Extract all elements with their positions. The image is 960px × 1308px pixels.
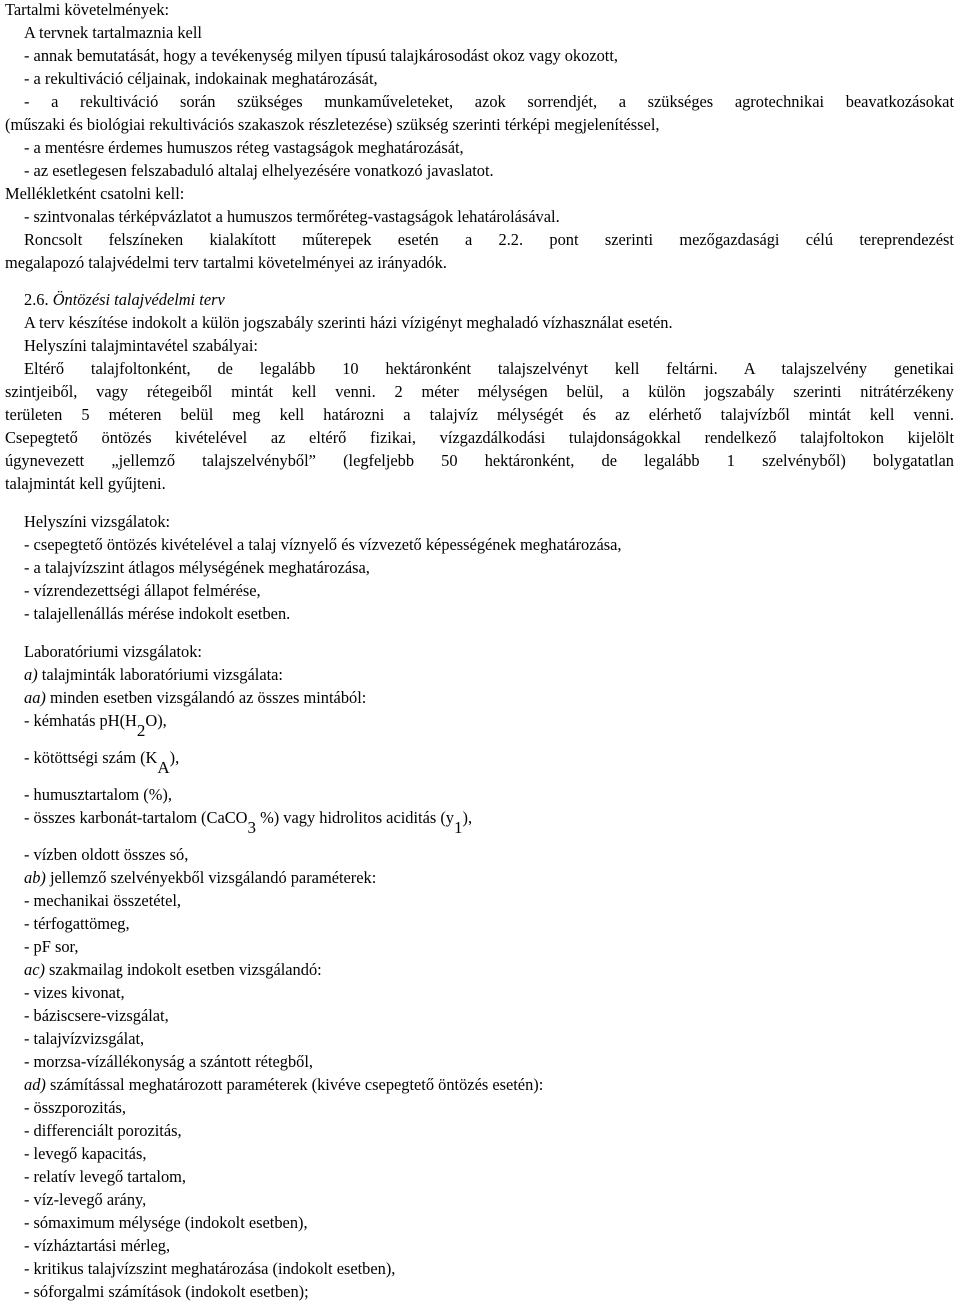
section-intro: A terv készítése indokolt a külön jogszabály szerinti házi vízigényt meghaladó vízhasználat esetén. [24, 313, 673, 332]
formula-subscript: 1 [454, 818, 463, 837]
requirements-intro: A tervnek tartalmaznia kell [24, 23, 202, 42]
requirement-item: - annak bemutatását, hogy a tevékenység milyen típusú talajkárosodást okoz vagy okozott, [24, 46, 619, 65]
requirement-item: - a rekultiváció során szükséges munkaműveleteket, azok sorrendjét, a szükséges agrotechnikai beavatkozásokat [24, 92, 954, 111]
formula-subscript: 3 [247, 818, 256, 837]
roncsolt-paragraph-line: megalapozó talajvédelmi terv tartalmi követelményei az irányadók. [5, 253, 447, 272]
lab-item: - víz-levegő arány, [24, 1190, 147, 1209]
sampling-paragraph-line: úgynevezett „jellemző talajszelvényből” (legfeljebb 50 hektáronként, de legalább 1 szelvényből) bolygatatlan [5, 451, 954, 470]
field-tests-heading: Helyszíni vizsgálatok: [24, 512, 171, 531]
subsection-label: aa) [24, 688, 46, 707]
field-test-item: - vízrendezettségi állapot felmérése, [24, 581, 261, 600]
subsection-text: számítással meghatározott paraméterek (kivéve csepegtető öntözés esetén): [49, 1075, 544, 1094]
lab-item: - levegő kapacitás, [24, 1144, 147, 1163]
lab-item: - összporozitás, [24, 1098, 126, 1117]
section-title: Öntözési talajvédelmi terv [52, 290, 225, 309]
lab-subsection-ad [24, 1075, 543, 1094]
lab-item-carbonate [24, 808, 473, 837]
lab-item: - morzsa-vízállékonyság a szántott rétegből, [24, 1052, 314, 1071]
subsection-label: ac) [24, 960, 45, 979]
formula-text: ), [462, 808, 473, 827]
sampling-paragraph-line: szintjeiből, vagy rétegeiből mintát kell venni. 2 méter mélységen belül, a külön jogszabály szerinti nitrátérzékeny [5, 382, 954, 401]
lab-item: - pF sor, [24, 937, 79, 956]
lab-item: - kritikus talajvízszint meghatározása (indokolt esetben), [24, 1259, 396, 1278]
formula-text: - összes karbonát-tartalom (CaCO [24, 808, 248, 827]
sampling-heading: Helyszíni talajmintavétel szabályai: [24, 336, 258, 355]
subsection-text: szakmailag indokolt esetben vizsgálandó: [49, 960, 322, 979]
lab-item-ka [24, 748, 180, 777]
section-heading [24, 290, 225, 309]
attachments-heading: Mellékletként csatolni kell: [5, 184, 185, 203]
sampling-paragraph-line: Eltérő talajfoltonként, de legalább 10 hektáronként talajszelvényt kell feltárni. A talajszelvény genetikai [24, 359, 954, 378]
lab-item-salt: - vízben oldott összes só, [24, 845, 189, 864]
requirement-item: - a rekultiváció céljainak, indokainak meghatározását, [24, 69, 378, 88]
subsection-text: jellemző szelvényekből vizsgálandó paraméterek: [49, 868, 377, 887]
subsection-text: minden esetben vizsgálandó az összes mintából: [49, 688, 367, 707]
formula-subscript: 2 [136, 721, 146, 740]
field-test-item: - csepegtető öntözés kivételével a talaj víznyelő és vízvezető képességének meghatározása, [24, 535, 622, 554]
lab-item: - talajvízvizsgálat, [24, 1029, 145, 1048]
formula-subscript: A [157, 758, 170, 777]
lab-item: - vízháztartási mérleg, [24, 1236, 171, 1255]
requirement-item-continuation: (műszaki és biológiai rekultivációs szakaszok részletezése) szükség szerinti térképi megjelenítéssel, [5, 115, 660, 134]
lab-tests-heading: Laboratóriumi vizsgálatok: [24, 642, 202, 661]
section-number: 2.6. [24, 290, 49, 309]
lab-item: - sómaximum mélysége (indokolt esetben), [24, 1213, 308, 1232]
lab-subsection-aa [24, 688, 366, 707]
sampling-paragraph-line: talajmintát kell gyűjteni. [5, 474, 166, 493]
attachment-item: - szintvonalas térképvázlatot a humuszos termőréteg-vastagságok lehatárolásával. [24, 207, 560, 226]
subsection-label: a) [24, 665, 38, 684]
subsection-text: talajminták laboratóriumi vizsgálata: [41, 665, 283, 684]
field-test-item: - a talajvízszint átlagos mélységének meghatározása, [24, 558, 370, 577]
lab-item: - báziscsere-vizsgálat, [24, 1006, 169, 1025]
roncsolt-paragraph-line: Roncsolt felszíneken kialakított műterepek esetén a 2.2. pont szerinti mezőgazdasági célú tereprendezést [24, 230, 954, 249]
subsection-label: ad) [24, 1075, 46, 1094]
field-test-item: - talajellenállás mérése indokolt esetben. [24, 604, 291, 623]
requirement-item: - az esetlegesen felszabaduló altalaj elhelyezésére vonatkozó javaslatot. [24, 161, 494, 180]
lab-item: - térfogattömeg, [24, 914, 130, 933]
lab-item: - vizes kivonat, [24, 983, 125, 1002]
lab-subsection-a [24, 665, 283, 684]
sampling-paragraph-line: Csepegtető öntözés kivételével az eltérő fizikai, vízgazdálkodási tulajdonságokkal rendelkező talajfoltokon kijelölt [5, 428, 954, 447]
lab-item: - mechanikai összetétel, [24, 891, 182, 910]
lab-item-humus: - humusztartalom (%), [24, 785, 172, 804]
formula-text: O), [145, 711, 167, 730]
requirements-heading: Tartalmi követelmények: [5, 0, 170, 19]
requirement-item: - a mentésre érdemes humuszos réteg vastagságok meghatározását, [24, 138, 464, 157]
sampling-paragraph-line: területen 5 méteren belül meg kell határozni a talajvíz mélységét és az elérhető talajvízből mintát kell venni. [5, 405, 954, 424]
lab-subsection-ab [24, 868, 376, 887]
lab-item: - relatív levegő tartalom, [24, 1167, 187, 1186]
lab-item: - differenciált porozitás, [24, 1121, 182, 1140]
formula-text: ), [169, 748, 180, 767]
formula-text: - kötöttségi szám (K [24, 748, 158, 767]
lab-subsection-ac [24, 960, 322, 979]
formula-text: %) vagy hidrolitos aciditás (y [255, 808, 454, 827]
formula-text: - kémhatás pH(H [24, 711, 137, 730]
lab-item-ph [24, 711, 167, 740]
lab-item: - sóforgalmi számítások (indokolt esetben); [24, 1282, 309, 1301]
subsection-label: ab) [24, 868, 46, 887]
